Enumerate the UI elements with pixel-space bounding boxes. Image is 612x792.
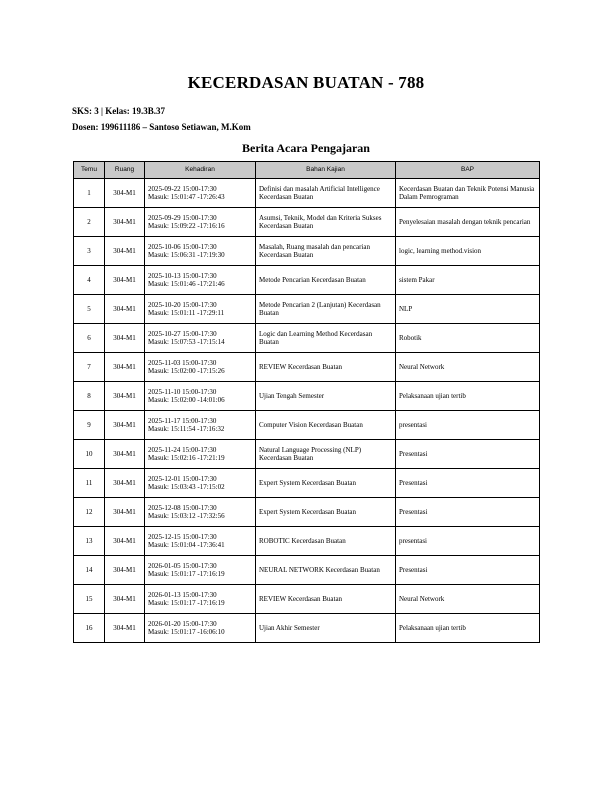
attendance-time: Masuk: 15:01:46 -17:21:46 bbox=[148, 280, 225, 288]
schedule-time: 2026-01-20 15:00-17:30 bbox=[148, 619, 217, 628]
cell-temu: 6 bbox=[74, 324, 105, 353]
attendance-time: Masuk: 15:07:53 -17:15:14 bbox=[148, 338, 225, 346]
cell-ruang: 304-M1 bbox=[105, 295, 145, 324]
cell-temu: 9 bbox=[74, 411, 105, 440]
column-header-kehadiran: Kehadiran bbox=[145, 162, 256, 179]
cell-bahan-kajian: REVIEW Kecerdasan Buatan bbox=[256, 585, 396, 614]
cell-kehadiran bbox=[145, 295, 256, 324]
cell-bap: Robotik bbox=[396, 324, 540, 353]
schedule-time: 2025-11-24 15:00-17:30 bbox=[148, 445, 217, 454]
cell-kehadiran bbox=[145, 353, 256, 382]
cell-kehadiran bbox=[145, 498, 256, 527]
cell-bahan-kajian: Logic dan Learning Method Kecerdasan Buatan bbox=[256, 324, 396, 353]
schedule-time: 2025-11-10 15:00-17:30 bbox=[148, 387, 217, 396]
cell-temu: 2 bbox=[74, 208, 105, 237]
cell-kehadiran bbox=[145, 411, 256, 440]
schedule-time: 2026-01-13 15:00-17:30 bbox=[148, 590, 217, 599]
attendance-time: Masuk: 15:01:04 -17:36:41 bbox=[148, 541, 225, 549]
table-row bbox=[74, 469, 540, 498]
attendance-time: Masuk: 15:03:43 -17:15:02 bbox=[148, 483, 225, 491]
cell-bahan-kajian: Definisi dan masalah Artificial Intelligence Kecerdasan Buatan bbox=[256, 179, 396, 208]
cell-temu: 1 bbox=[74, 179, 105, 208]
cell-bahan-kajian: Computer Vision Kecerdasan Buatan bbox=[256, 411, 396, 440]
cell-bap: sistem Pakar bbox=[396, 266, 540, 295]
attendance-time: Masuk: 15:01:17 -17:16:19 bbox=[148, 599, 225, 607]
schedule-time: 2025-12-01 15:00-17:30 bbox=[148, 474, 217, 483]
cell-kehadiran bbox=[145, 585, 256, 614]
attendance-time: Masuk: 15:01:17 -17:16:19 bbox=[148, 570, 225, 578]
cell-bap: Presentasi bbox=[396, 556, 540, 585]
cell-ruang: 304-M1 bbox=[105, 498, 145, 527]
table-row bbox=[74, 556, 540, 585]
cell-bap: Penyelesaian masalah dengan teknik pencarian bbox=[396, 208, 540, 237]
lecturer-info: Dosen: 199611186 – Santoso Setiawan, M.Kom bbox=[72, 122, 251, 132]
schedule-time: 2025-12-15 15:00-17:30 bbox=[148, 532, 217, 541]
cell-kehadiran bbox=[145, 382, 256, 411]
attendance-time: Masuk: 15:01:17 -16:06:10 bbox=[148, 628, 225, 636]
cell-ruang: 304-M1 bbox=[105, 614, 145, 643]
attendance-time: Masuk: 15:09:22 -17:16:16 bbox=[148, 222, 225, 230]
column-header-bap: BAP bbox=[396, 162, 540, 179]
cell-bahan-kajian: Expert System Kecerdasan Buatan bbox=[256, 498, 396, 527]
cell-bap: Pelaksanaan ujian tertib bbox=[396, 382, 540, 411]
cell-kehadiran bbox=[145, 179, 256, 208]
table-row bbox=[74, 498, 540, 527]
schedule-time: 2025-11-17 15:00-17:30 bbox=[148, 416, 217, 425]
cell-temu: 14 bbox=[74, 556, 105, 585]
schedule-time: 2025-09-29 15:00-17:30 bbox=[148, 213, 217, 222]
cell-temu: 15 bbox=[74, 585, 105, 614]
attendance-time: Masuk: 15:01:11 -17:29:11 bbox=[148, 309, 225, 317]
table-row bbox=[74, 614, 540, 643]
section-title: Berita Acara Pengajaran bbox=[242, 141, 370, 155]
cell-kehadiran bbox=[145, 556, 256, 585]
column-header-temu: Temu bbox=[74, 162, 105, 179]
cell-bahan-kajian: NEURAL NETWORK Kecerdasan Buatan bbox=[256, 556, 396, 585]
schedule-time: 2025-10-20 15:00-17:30 bbox=[148, 300, 217, 309]
cell-bap: Presentasi bbox=[396, 498, 540, 527]
cell-bahan-kajian: ROBOTIC Kecerdasan Buatan bbox=[256, 527, 396, 556]
cell-temu: 4 bbox=[74, 266, 105, 295]
cell-ruang: 304-M1 bbox=[105, 324, 145, 353]
cell-kehadiran bbox=[145, 469, 256, 498]
cell-ruang: 304-M1 bbox=[105, 585, 145, 614]
cell-temu: 7 bbox=[74, 353, 105, 382]
attendance-time: Masuk: 15:03:12 -17:32:56 bbox=[148, 512, 225, 520]
cell-bap: Neural Network bbox=[396, 585, 540, 614]
cell-ruang: 304-M1 bbox=[105, 440, 145, 469]
cell-bahan-kajian: Ujian Akhir Semester bbox=[256, 614, 396, 643]
teaching-report-table bbox=[73, 161, 540, 643]
table-row bbox=[74, 324, 540, 353]
cell-ruang: 304-M1 bbox=[105, 353, 145, 382]
cell-temu: 5 bbox=[74, 295, 105, 324]
cell-ruang: 304-M1 bbox=[105, 556, 145, 585]
cell-bahan-kajian: REVIEW Kecerdasan Buatan bbox=[256, 353, 396, 382]
table-row bbox=[74, 295, 540, 324]
cell-kehadiran bbox=[145, 237, 256, 266]
cell-temu: 16 bbox=[74, 614, 105, 643]
schedule-time: 2025-10-27 15:00-17:30 bbox=[148, 329, 217, 338]
table-header-row bbox=[74, 162, 540, 179]
table-row bbox=[74, 585, 540, 614]
cell-bap: Neural Network bbox=[396, 353, 540, 382]
cell-bap: presentasi bbox=[396, 411, 540, 440]
table-row bbox=[74, 208, 540, 237]
cell-bap: presentasi bbox=[396, 527, 540, 556]
cell-temu: 13 bbox=[74, 527, 105, 556]
column-header-bahan-kajian: Bahan Kajian bbox=[256, 162, 396, 179]
cell-bahan-kajian: Asumsi, Teknik, Model dan Kriteria Sukses Kecerdasan Buatan bbox=[256, 208, 396, 237]
schedule-time: 2025-10-13 15:00-17:30 bbox=[148, 271, 217, 280]
cell-bahan-kajian: Expert System Kecerdasan Buatan bbox=[256, 469, 396, 498]
cell-kehadiran bbox=[145, 208, 256, 237]
cell-ruang: 304-M1 bbox=[105, 208, 145, 237]
cell-ruang: 304-M1 bbox=[105, 527, 145, 556]
cell-ruang: 304-M1 bbox=[105, 382, 145, 411]
cell-bap: logic, learning method.vision bbox=[396, 237, 540, 266]
cell-temu: 10 bbox=[74, 440, 105, 469]
page-title: KECERDASAN BUATAN - 788 bbox=[187, 73, 425, 92]
cell-bahan-kajian: Natural Language Processing (NLP) Kecerdasan Buatan bbox=[256, 440, 396, 469]
cell-bap: Kecerdasan Buatan dan Teknik Potensi Manusia Dalam Pemrograman bbox=[396, 179, 540, 208]
table-row bbox=[74, 440, 540, 469]
cell-ruang: 304-M1 bbox=[105, 469, 145, 498]
cell-temu: 11 bbox=[74, 469, 105, 498]
cell-bap: Pelaksanaan ujian tertib bbox=[396, 614, 540, 643]
cell-ruang: 304-M1 bbox=[105, 411, 145, 440]
cell-bahan-kajian: Metode Pencarian Kecerdasan Buatan bbox=[256, 266, 396, 295]
table-body bbox=[74, 179, 540, 643]
cell-kehadiran bbox=[145, 527, 256, 556]
table-row bbox=[74, 353, 540, 382]
attendance-time: Masuk: 15:06:31 -17:19:30 bbox=[148, 251, 225, 259]
cell-bahan-kajian: Metode Pencarian 2 (Lanjutan) Kecerdasan Buatan bbox=[256, 295, 396, 324]
cell-kehadiran bbox=[145, 614, 256, 643]
course-info: SKS: 3 | Kelas: 19.3B.37 bbox=[72, 106, 165, 116]
schedule-time: 2025-09-22 15:00-17:30 bbox=[148, 184, 217, 193]
cell-bap: NLP bbox=[396, 295, 540, 324]
table-row bbox=[74, 382, 540, 411]
schedule-time: 2026-01-05 15:00-17:30 bbox=[148, 561, 217, 570]
cell-bahan-kajian: Ujian Tengah Semester bbox=[256, 382, 396, 411]
table-row bbox=[74, 411, 540, 440]
attendance-time: Masuk: 15:11:54 -17:16:32 bbox=[148, 425, 225, 433]
attendance-time: Masuk: 15:02:16 -17:21:19 bbox=[148, 454, 225, 462]
schedule-time: 2025-12-08 15:00-17:30 bbox=[148, 503, 217, 512]
cell-ruang: 304-M1 bbox=[105, 237, 145, 266]
column-header-ruang: Ruang bbox=[105, 162, 145, 179]
cell-temu: 12 bbox=[74, 498, 105, 527]
cell-ruang: 304-M1 bbox=[105, 179, 145, 208]
cell-kehadiran bbox=[145, 266, 256, 295]
attendance-time: Masuk: 15:02:00 -14:01:06 bbox=[148, 396, 225, 404]
cell-bahan-kajian: Masalah, Ruang masalah dan pencarian Kecerdasan Buatan bbox=[256, 237, 396, 266]
table-row bbox=[74, 266, 540, 295]
table-row bbox=[74, 527, 540, 556]
cell-ruang: 304-M1 bbox=[105, 266, 145, 295]
attendance-time: Masuk: 15:02:00 -17:15:26 bbox=[148, 367, 225, 375]
cell-temu: 8 bbox=[74, 382, 105, 411]
cell-kehadiran bbox=[145, 440, 256, 469]
table-row bbox=[74, 237, 540, 266]
schedule-time: 2025-11-03 15:00-17:30 bbox=[148, 358, 217, 367]
attendance-time: Masuk: 15:01:47 -17:26:43 bbox=[148, 193, 225, 201]
cell-kehadiran bbox=[145, 324, 256, 353]
table-row bbox=[74, 179, 540, 208]
cell-bap: Presentasi bbox=[396, 440, 540, 469]
cell-bap: Presentasi bbox=[396, 469, 540, 498]
schedule-time: 2025-10-06 15:00-17:30 bbox=[148, 242, 217, 251]
cell-temu: 3 bbox=[74, 237, 105, 266]
